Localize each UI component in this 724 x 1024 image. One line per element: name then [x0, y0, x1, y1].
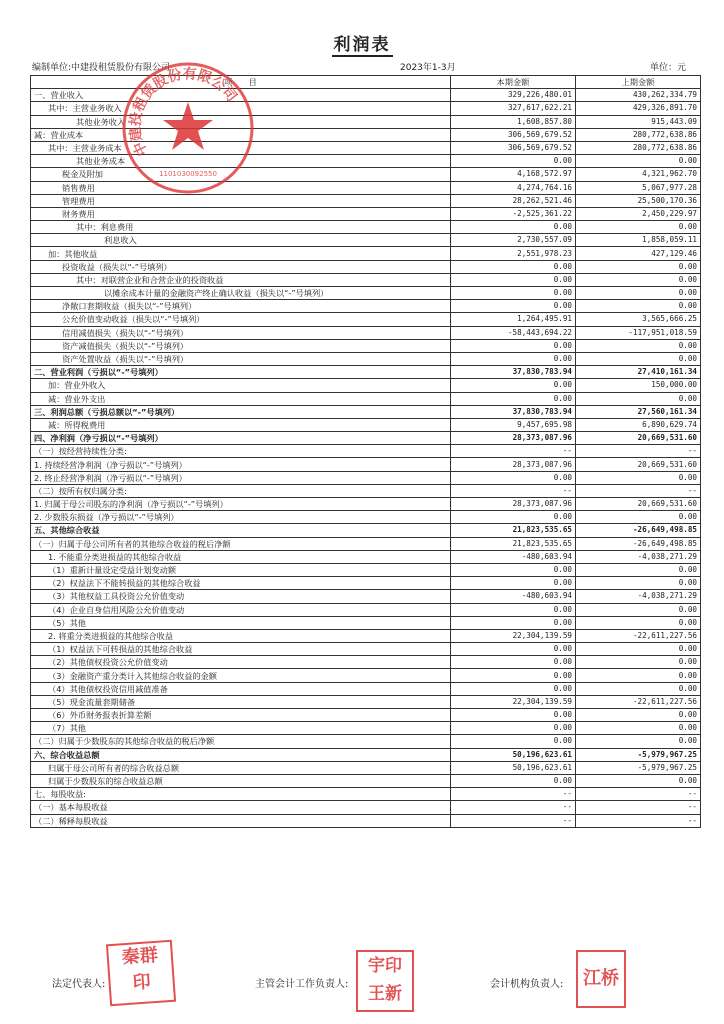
current-amount: 0.00 [451, 221, 576, 234]
current-amount: 37,830,783.94 [451, 366, 576, 379]
table-row [31, 550, 701, 563]
prior-amount: 915,443.09 [576, 115, 701, 128]
prior-amount: 3,565,666.25 [576, 313, 701, 326]
row-label: 销售费用 [31, 181, 451, 194]
prior-amount: 280,772,638.86 [576, 141, 701, 154]
prior-amount: 0.00 [576, 577, 701, 590]
current-amount: 327,617,622.21 [451, 102, 576, 115]
current-amount: -480,603.94 [451, 550, 576, 563]
table-row [31, 603, 701, 616]
current-amount: 0.00 [451, 603, 576, 616]
current-amount: 21,823,535.65 [451, 524, 576, 537]
current-amount: 0.00 [451, 577, 576, 590]
company-seal-icon [118, 58, 258, 198]
row-label: （7）其他 [31, 722, 451, 735]
company-name: 编制单位:中建投租赁股份有限公司 [32, 63, 171, 73]
prior-amount: 430,262,334.79 [576, 89, 701, 102]
row-label: 减：营业外支出 [31, 392, 451, 405]
current-amount: 0.00 [451, 260, 576, 273]
prior-amount: -4,038,271.29 [576, 550, 701, 563]
current-amount: 0.00 [451, 339, 576, 352]
table-row [31, 577, 701, 590]
prior-amount: -22,611,227.56 [576, 629, 701, 642]
row-label: 其中：主营业务收入 [31, 102, 451, 115]
row-label: 其他业务成本 [31, 155, 451, 168]
prior-amount: 20,669,531.60 [576, 458, 701, 471]
table-row [31, 511, 701, 524]
row-label: 公允价值变动收益（损失以“-”号填列） [31, 313, 451, 326]
current-amount: 1,608,857.80 [451, 115, 576, 128]
row-label: （3）金融资产重分类计入其他综合收益的金额 [31, 669, 451, 682]
prior-amount: -- [576, 484, 701, 497]
row-label: （一）按经营持续性分类: [31, 445, 451, 458]
accounting-dept-head-label: 会计机构负责人: [490, 979, 564, 990]
prior-amount: 0.00 [576, 352, 701, 365]
prior-amount: 0.00 [576, 643, 701, 656]
current-amount: 329,226,480.01 [451, 89, 576, 102]
current-amount: 4,274,764.16 [451, 181, 576, 194]
current-amount: 306,569,679.52 [451, 128, 576, 141]
table-row [31, 669, 701, 682]
column-header-prior: 上期金额 [576, 76, 701, 89]
table-row [31, 616, 701, 629]
row-label: （二）归属于少数股东的其他综合收益的税后净额 [31, 735, 451, 748]
current-amount: 0.00 [451, 722, 576, 735]
prior-amount: 0.00 [576, 722, 701, 735]
row-label: 以摊余成本计量的金融资产终止确认收益（损失以“-”号填列） [31, 287, 451, 300]
prior-amount: -- [576, 814, 701, 827]
table-row [31, 445, 701, 458]
current-amount: 28,373,087.96 [451, 432, 576, 445]
table-row [31, 643, 701, 656]
prior-amount: 0.00 [576, 709, 701, 722]
row-label: （4）企业自身信用风险公允价值变动 [31, 603, 451, 616]
row-label: 六、综合收益总额 [31, 748, 451, 761]
table-row [31, 326, 701, 339]
current-amount: 0.00 [451, 352, 576, 365]
row-label: （5）现金流量套期储备 [31, 695, 451, 708]
row-label: （二）按所有权归属分类: [31, 484, 451, 497]
row-label: 1. 归属于母公司股东的净利润（净亏损以“-”号填列） [31, 498, 451, 511]
table-row [31, 484, 701, 497]
table-row [31, 563, 701, 576]
table-row [31, 287, 701, 300]
prior-amount: -- [576, 788, 701, 801]
prior-amount: -26,649,498.85 [576, 537, 701, 550]
row-label: 其他业务收入 [31, 115, 451, 128]
table-row [31, 221, 701, 234]
current-amount: 9,457,695.98 [451, 418, 576, 431]
prior-amount: 0.00 [576, 392, 701, 405]
prior-amount: 429,326,891.70 [576, 102, 701, 115]
row-label: （3）其他权益工具投资公允价值变动 [31, 590, 451, 603]
prior-amount: -4,038,271.29 [576, 590, 701, 603]
prior-amount: -5,979,967.25 [576, 748, 701, 761]
row-label: 其中：主营业务成本 [31, 141, 451, 154]
table-row [31, 590, 701, 603]
prior-amount: 20,669,531.60 [576, 498, 701, 511]
current-amount: 2,551,978.23 [451, 247, 576, 260]
row-label: 2. 终止经营净利润（净亏损以“-”号填列） [31, 471, 451, 484]
table-row [31, 247, 701, 260]
accounting-dept-head-stamp: 江桥 [576, 950, 626, 1008]
row-label: （一）归属于母公司所有者的其他综合收益的税后净额 [31, 537, 451, 550]
legal-representative-label: 法定代表人: [52, 979, 106, 990]
current-amount: 4,168,572.97 [451, 168, 576, 181]
row-label: 归属于母公司所有者的综合收益总额 [31, 761, 451, 774]
current-amount: 28,373,087.96 [451, 458, 576, 471]
current-amount: 0.00 [451, 155, 576, 168]
prior-amount: 4,321,962.70 [576, 168, 701, 181]
row-label: 资产减值损失（损失以“-”号填列） [31, 339, 451, 352]
current-amount: 28,373,087.96 [451, 498, 576, 511]
table-row [31, 682, 701, 695]
current-amount: 0.00 [451, 682, 576, 695]
prior-amount: 0.00 [576, 669, 701, 682]
prior-amount: 27,560,161.34 [576, 405, 701, 418]
current-amount: 0.00 [451, 735, 576, 748]
current-amount: -- [451, 484, 576, 497]
table-row [31, 392, 701, 405]
prior-amount: 0.00 [576, 616, 701, 629]
row-label: 四、净利润（净亏损以“-”号填列） [31, 432, 451, 445]
svg-text:1101030092550: 1101030092550 [159, 170, 217, 178]
current-amount: -- [451, 801, 576, 814]
current-amount: 0.00 [451, 273, 576, 286]
row-label: （二）稀释每股收益 [31, 814, 451, 827]
row-label: 税金及附加 [31, 168, 451, 181]
row-label: （1）重新计量设定受益计划变动额 [31, 563, 451, 576]
current-amount: 0.00 [451, 300, 576, 313]
table-body [31, 89, 701, 828]
table-row [31, 774, 701, 787]
table-row [31, 379, 701, 392]
table-row [31, 339, 701, 352]
table-row [31, 234, 701, 247]
row-label: 净敞口套期收益（损失以“-”号填列） [31, 300, 451, 313]
row-label: 二、营业利润（亏损以“-”号填列） [31, 366, 451, 379]
table-row [31, 788, 701, 801]
row-label: 减：所得税费用 [31, 418, 451, 431]
table-row [31, 695, 701, 708]
current-amount: 21,823,535.65 [451, 537, 576, 550]
row-label: 一、营业收入 [31, 89, 451, 102]
current-amount: 0.00 [451, 287, 576, 300]
table-row [31, 748, 701, 761]
current-amount: 0.00 [451, 643, 576, 656]
prior-amount: 6,890,629.74 [576, 418, 701, 431]
current-amount: 2,730,557.09 [451, 234, 576, 247]
current-amount: 22,304,139.59 [451, 695, 576, 708]
current-amount: 0.00 [451, 616, 576, 629]
table-row [31, 814, 701, 827]
prior-amount: 0.00 [576, 155, 701, 168]
column-header-current: 本期金额 [451, 76, 576, 89]
prior-amount: -117,951,018.59 [576, 326, 701, 339]
table-row [31, 656, 701, 669]
current-amount: 0.00 [451, 709, 576, 722]
current-amount: 37,830,783.94 [451, 405, 576, 418]
table-row [31, 761, 701, 774]
currency-unit: 单位：元 [650, 63, 687, 73]
table-row [31, 498, 701, 511]
table-row [31, 366, 701, 379]
row-label: 其中：对联营企业和合营企业的投资收益 [31, 273, 451, 286]
current-amount: -- [451, 445, 576, 458]
current-amount: 0.00 [451, 471, 576, 484]
accounting-head-stamp: 宇印 王新 [356, 950, 414, 1012]
prior-amount: 0.00 [576, 221, 701, 234]
row-label: 1. 持续经营净利润（净亏损以“-”号填列） [31, 458, 451, 471]
row-label: 资产处置收益（损失以“-”号填列） [31, 352, 451, 365]
current-amount: 0.00 [451, 392, 576, 405]
prior-amount: 0.00 [576, 273, 701, 286]
row-label: 减：营业成本 [31, 128, 451, 141]
prior-amount: -- [576, 445, 701, 458]
prior-amount: 0.00 [576, 339, 701, 352]
row-label: 加：其他收益 [31, 247, 451, 260]
table-row [31, 260, 701, 273]
report-period: 2023年1-3月 [400, 63, 456, 73]
current-amount: -58,443,694.22 [451, 326, 576, 339]
current-amount: -2,525,361.22 [451, 207, 576, 220]
current-amount: 50,196,623.61 [451, 761, 576, 774]
table-row [31, 207, 701, 220]
row-label: （1）权益法下可转损益的其他综合收益 [31, 643, 451, 656]
table-row [31, 405, 701, 418]
row-label: 管理费用 [31, 194, 451, 207]
table-row [31, 273, 701, 286]
row-label: 其中：利息费用 [31, 221, 451, 234]
row-label: 五、其他综合收益 [31, 524, 451, 537]
table-row [31, 313, 701, 326]
row-label: 加：营业外收入 [31, 379, 451, 392]
prior-amount: 0.00 [576, 287, 701, 300]
prior-amount: 0.00 [576, 260, 701, 273]
prior-amount: 280,772,638.86 [576, 128, 701, 141]
prior-amount: 20,669,531.60 [576, 432, 701, 445]
prior-amount: 0.00 [576, 682, 701, 695]
current-amount: 0.00 [451, 656, 576, 669]
prior-amount: -5,979,967.25 [576, 761, 701, 774]
row-label: （2）其他债权投资公允价值变动 [31, 656, 451, 669]
table-row [31, 801, 701, 814]
table-row [31, 735, 701, 748]
legal-rep-stamp: 秦群 印 [106, 940, 176, 1006]
table-row [31, 722, 701, 735]
prior-amount: 150,000.00 [576, 379, 701, 392]
row-label: 七、每股收益: [31, 788, 451, 801]
row-label: 利息收入 [31, 234, 451, 247]
prior-amount: 0.00 [576, 735, 701, 748]
prior-amount: 427,129.46 [576, 247, 701, 260]
prior-amount: 0.00 [576, 774, 701, 787]
prior-amount: 2,450,229.97 [576, 207, 701, 220]
current-amount: 28,262,521.46 [451, 194, 576, 207]
current-amount: -480,603.94 [451, 590, 576, 603]
row-label: 1. 不能重分类进损益的其他综合收益 [31, 550, 451, 563]
current-amount: 0.00 [451, 669, 576, 682]
accounting-head-label: 主管会计工作负责人: [255, 979, 349, 990]
prior-amount: 0.00 [576, 563, 701, 576]
prior-amount: 0.00 [576, 300, 701, 313]
row-label: 归属于少数股东的综合收益总额 [31, 774, 451, 787]
prior-amount: 0.00 [576, 603, 701, 616]
current-amount: -- [451, 788, 576, 801]
table-row [31, 300, 701, 313]
table-row [31, 458, 701, 471]
prior-amount: 0.00 [576, 511, 701, 524]
row-label: （6）外币财务报表折算差额 [31, 709, 451, 722]
row-label: 2. 将重分类进损益的其他综合收益 [31, 629, 451, 642]
prior-amount: -26,649,498.85 [576, 524, 701, 537]
prior-amount: 1,858,059.11 [576, 234, 701, 247]
row-label: （一）基本每股收益 [31, 801, 451, 814]
prior-amount: 25,500,170.36 [576, 194, 701, 207]
prior-amount: 27,410,161.34 [576, 366, 701, 379]
table-row [31, 629, 701, 642]
row-label: 信用减值损失（损失以“-”号填列） [31, 326, 451, 339]
current-amount: 0.00 [451, 563, 576, 576]
row-label: 投资收益（损失以“-”号填列） [31, 260, 451, 273]
table-row [31, 537, 701, 550]
row-label: 2. 少数股东损益（净亏损以“-”号填列） [31, 511, 451, 524]
current-amount: -- [451, 814, 576, 827]
current-amount: 50,196,623.61 [451, 748, 576, 761]
row-label: （5）其他 [31, 616, 451, 629]
prior-amount: 0.00 [576, 471, 701, 484]
table-row [31, 352, 701, 365]
prior-amount: 0.00 [576, 656, 701, 669]
row-label: 财务费用 [31, 207, 451, 220]
prior-amount: -- [576, 801, 701, 814]
column-header-item: 项 目 [31, 76, 451, 89]
current-amount: 1,264,495.91 [451, 313, 576, 326]
row-label: （2）权益法下不能转损益的其他综合收益 [31, 577, 451, 590]
table-row [31, 524, 701, 537]
statement-title: 利润表 [333, 35, 391, 55]
prior-amount: 5,067,977.28 [576, 181, 701, 194]
table-row [31, 432, 701, 445]
current-amount: 22,304,139.59 [451, 629, 576, 642]
prior-amount: -22,611,227.56 [576, 695, 701, 708]
table-row [31, 709, 701, 722]
current-amount: 0.00 [451, 379, 576, 392]
current-amount: 0.00 [451, 511, 576, 524]
current-amount: 306,569,679.52 [451, 141, 576, 154]
row-label: （4）其他债权投资信用减值准备 [31, 682, 451, 695]
table-row [31, 471, 701, 484]
current-amount: 0.00 [451, 774, 576, 787]
svg-text:中建投租赁股份有限公司: 中建投租赁股份有限公司 [127, 66, 240, 159]
table-row [31, 418, 701, 431]
row-label: 三、利润总额（亏损总额以“-”号填列） [31, 405, 451, 418]
